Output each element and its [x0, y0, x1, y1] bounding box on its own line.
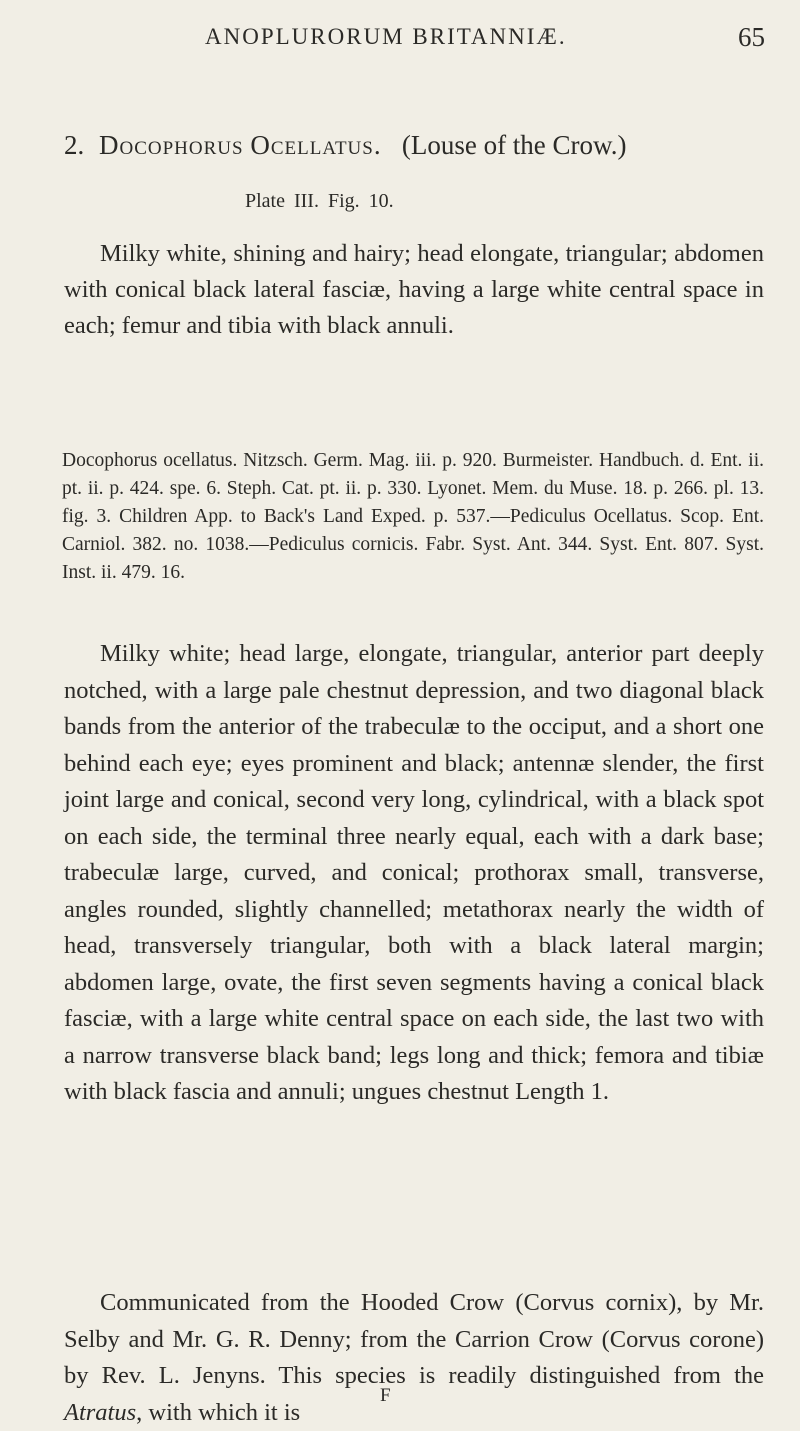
synonymy-paragraph: Docophorus ocellatus. Nitzsch. Germ. Mag. iii. p. 920. Burmeister. Handbuch. d. Ent. ii. pt. ii. p. 424. spe. 6. Steph. Cat. pt. ii. p. 330. Lyonet. Mem. du Muse. 18. p. 266. pl. 13. fig. 3. Children App. to Back's Land Exped. p. 537.—Pediculus Ocellatus. Scop. Ent. Carniol. 382. no. 1038.—Pediculus cornicis. Fabr. Syst. Ant. 344. Syst. Ent. 807. Syst. Inst. ii. 479. 16. — [62, 450, 764, 583]
diagnosis-paragraph: Milky white, shining and hairy; head elongate, triangular; abdomen with conical black lateral fasciæ, having a large white central space in each; femur and tibia with black annuli. — [64, 240, 764, 339]
common-name: (Louse of the Crow.) — [401, 130, 627, 160]
page-number: 65 — [738, 22, 765, 52]
signature-mark: F — [380, 1385, 391, 1406]
genus-name: Docophorus — [99, 130, 244, 160]
species-epithet: Ocellatus. — [250, 130, 382, 160]
species-heading — [64, 130, 784, 161]
description-paragraph: Milky white; head large, elongate, triangular, anterior part deeply notched, with a large pale chestnut depression, and two diagonal black bands from the anterior of the trabeculæ to the occiput, and a short one behind each eye; eyes prominent and black; antennæ slender, the first joint large and conical, second very long, cylindrical, with a black spot on each side, the terminal three nearly equal, each with a dark base; trabeculæ large, curved, and conical; prothorax small, transverse, angles rounded, slightly channelled; metathorax nearly the width of head, transversely triangular, both with a black lateral margin; abdomen large, ovate, the first seven segments having a conical black fasciæ, with a large white central space on each side, the last two with a narrow transverse black band; legs long and thick; femora and tibiæ with black fascia and annuli; ungues chestnut Length 1. — [64, 640, 764, 1105]
running-title: ANOPLURORUM BRITANNIÆ. — [205, 24, 567, 49]
communication-paragraph — [64, 1285, 764, 1431]
communication-text-start: Communicated from the Hooded Crow (Corvus cornix), by Mr. Selby and Mr. G. R. Denny; from the Carrion Crow (Corvus corone) by Rev. L. Jenyns. This species is readily distinguished from the — [64, 1289, 764, 1389]
atratus-italic: Atratus — [64, 1398, 137, 1426]
species-number: 2. — [64, 130, 85, 160]
page-header — [0, 22, 800, 62]
communication-text-end: , with which it is — [136, 1398, 301, 1426]
plate-reference: Plate III. Fig. 10. — [245, 190, 394, 212]
